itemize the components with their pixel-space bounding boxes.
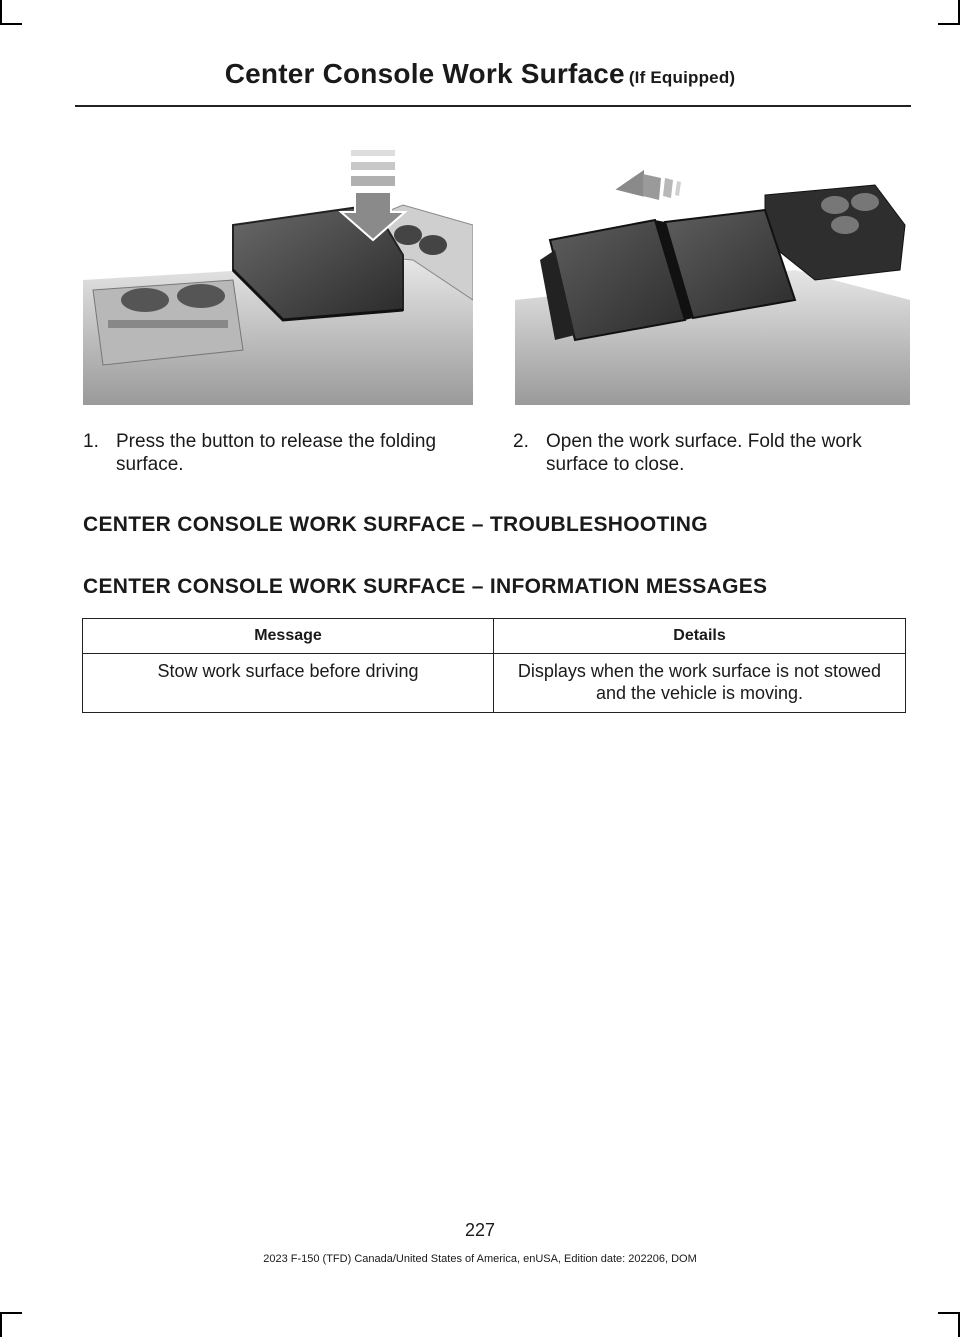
message-cell: Stow work surface before driving	[83, 654, 494, 713]
crop-mark	[938, 23, 960, 25]
page-title-suffix: (If Equipped)	[628, 68, 736, 87]
step-number: 1.	[83, 431, 99, 452]
section-heading-information-messages: CENTER CONSOLE WORK SURFACE – INFORMATION MESSAGES	[83, 575, 768, 598]
step-number: 2.	[513, 431, 529, 452]
step-text: Open the work surface. Fold the work surface to close.	[546, 431, 862, 475]
header-divider	[75, 105, 911, 107]
column-header-message: Message	[83, 619, 494, 654]
table-header-row	[83, 619, 906, 654]
information-messages-table	[82, 618, 906, 713]
page-title-main: Center Console Work Surface	[224, 58, 625, 89]
page-title	[0, 58, 960, 90]
step-2	[513, 430, 911, 476]
page-number: 227	[464, 1220, 496, 1240]
crop-mark	[0, 1312, 2, 1337]
figure-press-button	[83, 150, 473, 405]
step-1	[83, 430, 481, 476]
column-header-details: Details	[494, 619, 906, 654]
details-cell: Displays when the work surface is not stowed and the vehicle is moving.	[494, 654, 906, 713]
table-row	[83, 654, 906, 713]
crop-mark	[0, 23, 22, 25]
figure-open-work-surface	[515, 150, 910, 405]
crop-mark	[0, 1312, 22, 1314]
step-text: Press the button to release the folding surface.	[116, 431, 437, 475]
footer-edition-info: 2023 F-150 (TFD) Canada/United States of America, enUSA, Edition date: 202206, DOM	[263, 1253, 697, 1265]
crop-mark	[0, 0, 2, 25]
console-press-button-illustration	[83, 150, 473, 405]
console-open-work-surface-illustration	[515, 150, 910, 405]
crop-mark	[938, 1312, 960, 1314]
section-heading-troubleshooting: CENTER CONSOLE WORK SURFACE – TROUBLESHOOTING	[83, 513, 708, 536]
